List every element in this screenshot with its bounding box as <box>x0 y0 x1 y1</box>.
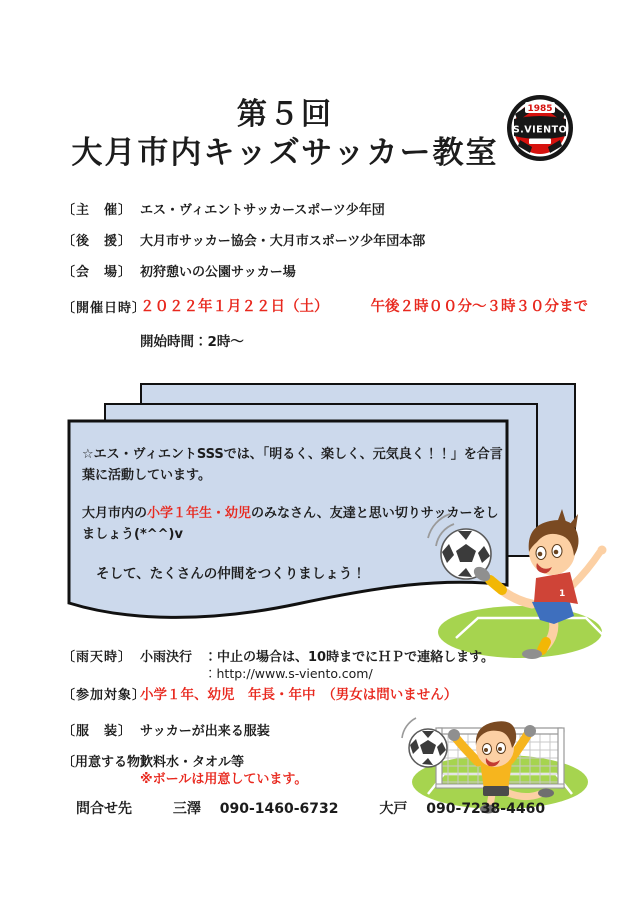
support-label: 〔後 援〕 <box>62 234 133 249</box>
venue-label: 〔会 場〕 <box>62 265 133 280</box>
contact-person-2: 大戸 <box>379 801 408 817</box>
clothes-label: 〔服 装〕 <box>62 724 133 739</box>
support-value: 大月市サッカー協会・大月市スポーツ少年団本部 <box>140 234 426 249</box>
rain-note: ：中止の場合は、10時までにＨＰで連絡します。 <box>204 650 495 665</box>
invite-target: 小学１年生・幼児 <box>147 506 252 521</box>
rain-value: 小雨決行 <box>140 650 193 665</box>
logo-team-label: S.VIENTO <box>512 124 568 136</box>
contact-label: 問合せ先 <box>76 801 132 817</box>
schedule-value <box>140 295 588 316</box>
page-title <box>0 96 570 172</box>
bring-note: ※ボールは用意しています。 <box>140 772 308 787</box>
contact-person-1: 三澤 <box>172 801 201 817</box>
contact-phone-1: 090-1460-6732 <box>219 801 339 817</box>
organizer-label: 〔主 催〕 <box>62 203 133 218</box>
target-label: 〔参加対象〕 <box>62 688 147 703</box>
schedule-label: 〔開催日時〕 <box>62 301 147 316</box>
start-time: 開始時間：2時～ <box>140 334 244 350</box>
boy-kicking-ball-illustration <box>420 502 636 664</box>
rain-label: 〔雨天時〕 <box>62 650 133 665</box>
bring-value: 飲料水・タオル等 <box>140 755 245 770</box>
contact-row <box>76 798 559 818</box>
bring-label: 〔用意する物〕 <box>62 755 154 770</box>
announcement-motto: ☆エス・ヴィエントSSSでは、「明るく、楽しく、元気良く！！」を合言葉に活動しています。 <box>82 447 503 484</box>
venue-value: 初狩憩いの公園サッカー場 <box>140 265 296 280</box>
rain-url: ：http://www.s-viento.com/ <box>204 666 373 681</box>
clothes-value: サッカーが出来る服装 <box>140 724 270 739</box>
soccer-ball-icon <box>402 718 447 767</box>
schedule-date: ２０２２年１月２２日（土） <box>140 299 329 315</box>
svg-text:1: 1 <box>559 589 566 599</box>
organizer-value: エス・ヴィエントサッカースポーツ少年団 <box>140 203 385 218</box>
announcement-friends: そして、たくさんの仲間をつくりましょう！ <box>96 566 366 582</box>
invite-pre: 大月市内の <box>82 506 148 521</box>
target-value: 小学１年、幼児 年長・年中 （男女は問いません） <box>140 687 458 703</box>
page-title-line2: 大月市内キッズサッカー教室 <box>71 134 499 171</box>
page-title-line1: 第５回 <box>237 97 333 132</box>
schedule-time: 午後２時００分～３時３０分まで <box>370 299 588 315</box>
contact-phone-2: 090-7238-4460 <box>426 801 546 817</box>
invite-post: のみなさん、友達と思い切りサッカーをしましょう(*^^)v <box>82 506 499 543</box>
logo-year-label: 1985 <box>527 104 553 114</box>
team-badge-icon <box>506 94 574 162</box>
